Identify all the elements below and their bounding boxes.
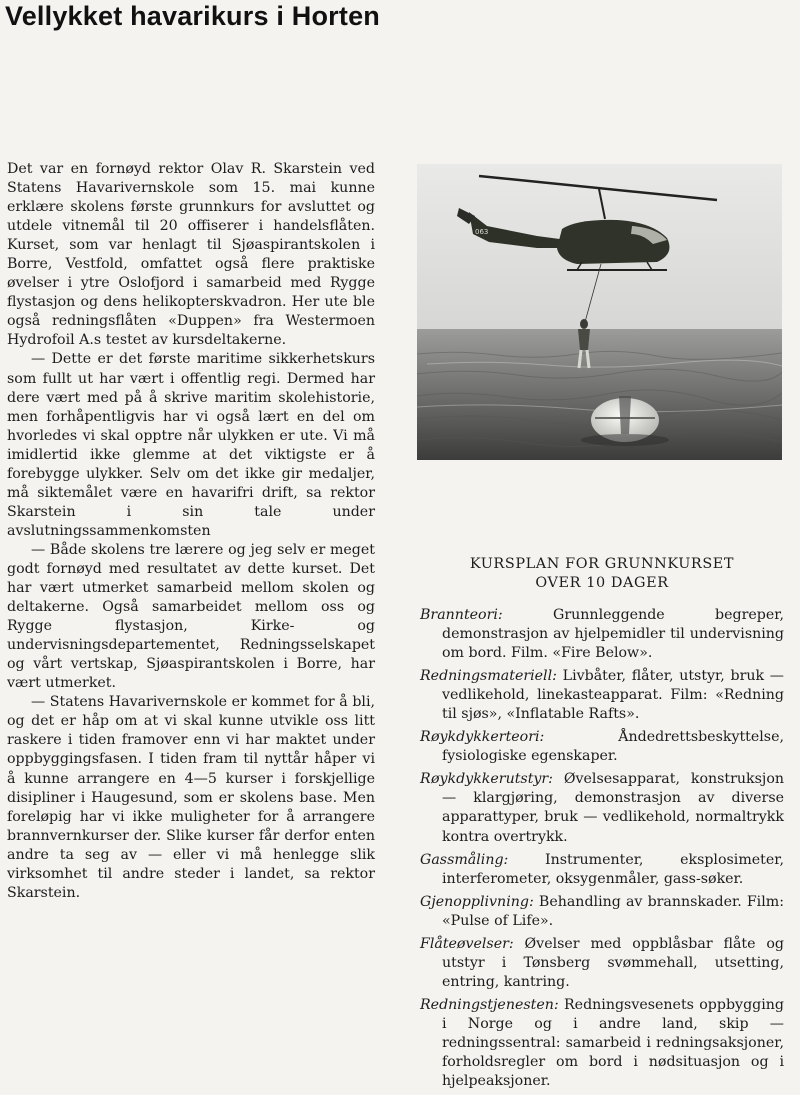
course-plan-entry [420,728,784,766]
article-paragraph: — Både skolens tre lærere og jeg selv er meget godt fornøyd med resultatet av dette kurset. Det har vært utmerket samarbeid mellom skolen og deltakerne. Også samarbeidet mellom oss og Rygge flystasjon, Kirke- og undervisningsdepartementet, Redningsselskapet og vårt vertskap, Sjøaspirantskolen i Borre, har vært utmerket. [7,541,375,692]
course-topic-text: Redningsvesenets oppbygging i Norge og i andre land, skip — redningssentral: samarbeid i redningsaksjoner, forholdsregler om bord i nødsituasjon og i hjelpeaksjoner. [442,996,784,1090]
course-plan-box [420,555,784,1095]
course-topic-text: Grunnleggende begreper, demonstrasjon av hjelpemidler til undervisning om bord. Film. «Fire Below». [442,607,784,662]
helicopter-rescue-photo [417,164,782,460]
article-headline: Vellykket havarikurs i Horten [5,1,380,31]
course-topic-term: Røykdykkerutstyr: [420,771,553,788]
course-plan-title-line: KURSPLAN FOR GRUNNKURSET [469,556,735,572]
course-topic-text: Øvelsesapparat, konstruksjon — klargjøring, demonstrasjon av diverse apparattyper, bruk — vedlikehold, normaltrykk kontra overtrykk. [442,771,785,845]
course-topic-term: Redningstjenesten: [420,996,559,1013]
helicopter-number-text: 063 [475,228,489,236]
course-topic-text: Instrumenter, eksplosimeter, interferometer, oksygenmåler, gass-søker. [442,851,785,887]
course-plan-entry [420,935,784,992]
course-plan-title [420,555,784,593]
course-plan-entry [420,996,784,1091]
course-topic-term: Redningsmateriell: [420,668,557,685]
course-plan-entry [420,667,784,724]
article-paragraph: — Dette er det første maritime sikkerhetskurs som fullt ut har vært i offentlig regi. Dermed har dere vært med på å skrive maritim skolehistorie, men forhåpentligvis har vi også lært en del om hvorledes vi skal opptre når ulykken er ute. Vi må imidlertid ikke glemme at det viktigste er å forebygge ulykker. Selv om det ikke gir medaljer, må siktemålet være en havarifri drift, sa rektor Skarstein i sin tale under avslutningssammenkomsten [7,351,375,539]
course-topic-term: Gassmåling: [420,851,509,868]
article-paragraph: Det var en fornøyd rektor Olav R. Skarstein ved Statens Havarivernskole som 15. mai kunne erklære skolens første grunnkurs for avsluttet og utdele vitnemål til 20 offiserer i handelsflåten. Kurset, som var henlagt til Sjøaspirantskolen i Borre, Vestfold, omfattet også flere praktiske øvelser i ytre Oslofjord i samarbeid med Rygge flystasjon og dens helikopterskvadron. Her ute ble også redningsflåten «Duppen» fra Westermoen Hydrofoil A.s testet av kursdeltakerne. [7,161,375,349]
course-plan-entry [420,851,784,889]
course-topic-term: Flåteøvelser: [420,935,514,952]
article-paragraph: — Statens Havarivernskole er kommet for å bli, og det er håp om at vi skal kunne utvikle oss litt raskere i tiden framover enn vi har maktet under oppbyggingsfasen. I tiden fram til nyttår håper vi å kunne arrangere en 4—5 kurser i forskjellige disipliner i Haugesund, som er skolens base. Men foreløpig har vi ikke muligheter for å arrangere brannvernkurser der. Slike kurser får derfor enten andre ta seg av — eller vi må henlegge slik virksomhet til andre steder i landet, sa rektor Skarstein. [7,694,375,901]
course-plan-entry [420,606,784,663]
course-topic-text: Øvelser med oppblåsbar flåte og utstyr i Tønsberg svømmehall, utsetting, entring, kantring. [442,935,784,990]
course-plan-entry [420,770,784,846]
course-topic-text: Livbåter, flåter, utstyr, bruk — vedlikehold, linekasteapparat. Film: «Redning til sjøs», «Inflatable Rafts». [442,668,784,723]
course-topic-text: Åndedrettsbeskyttelse, fysiologiske egenskaper. [442,729,784,765]
course-plan-entry [420,893,784,931]
article-body [7,160,375,903]
course-topic-term: Brannteori: [420,607,503,623]
course-topic-term: Gjenopplivning: [420,893,534,910]
course-plan-title-line: OVER 10 DAGER [535,575,669,591]
course-topic-text: Behandling av brannskader. Film: «Pulse of Life». [442,893,784,929]
course-topic-term: Røykdykkerteori: [420,729,545,746]
